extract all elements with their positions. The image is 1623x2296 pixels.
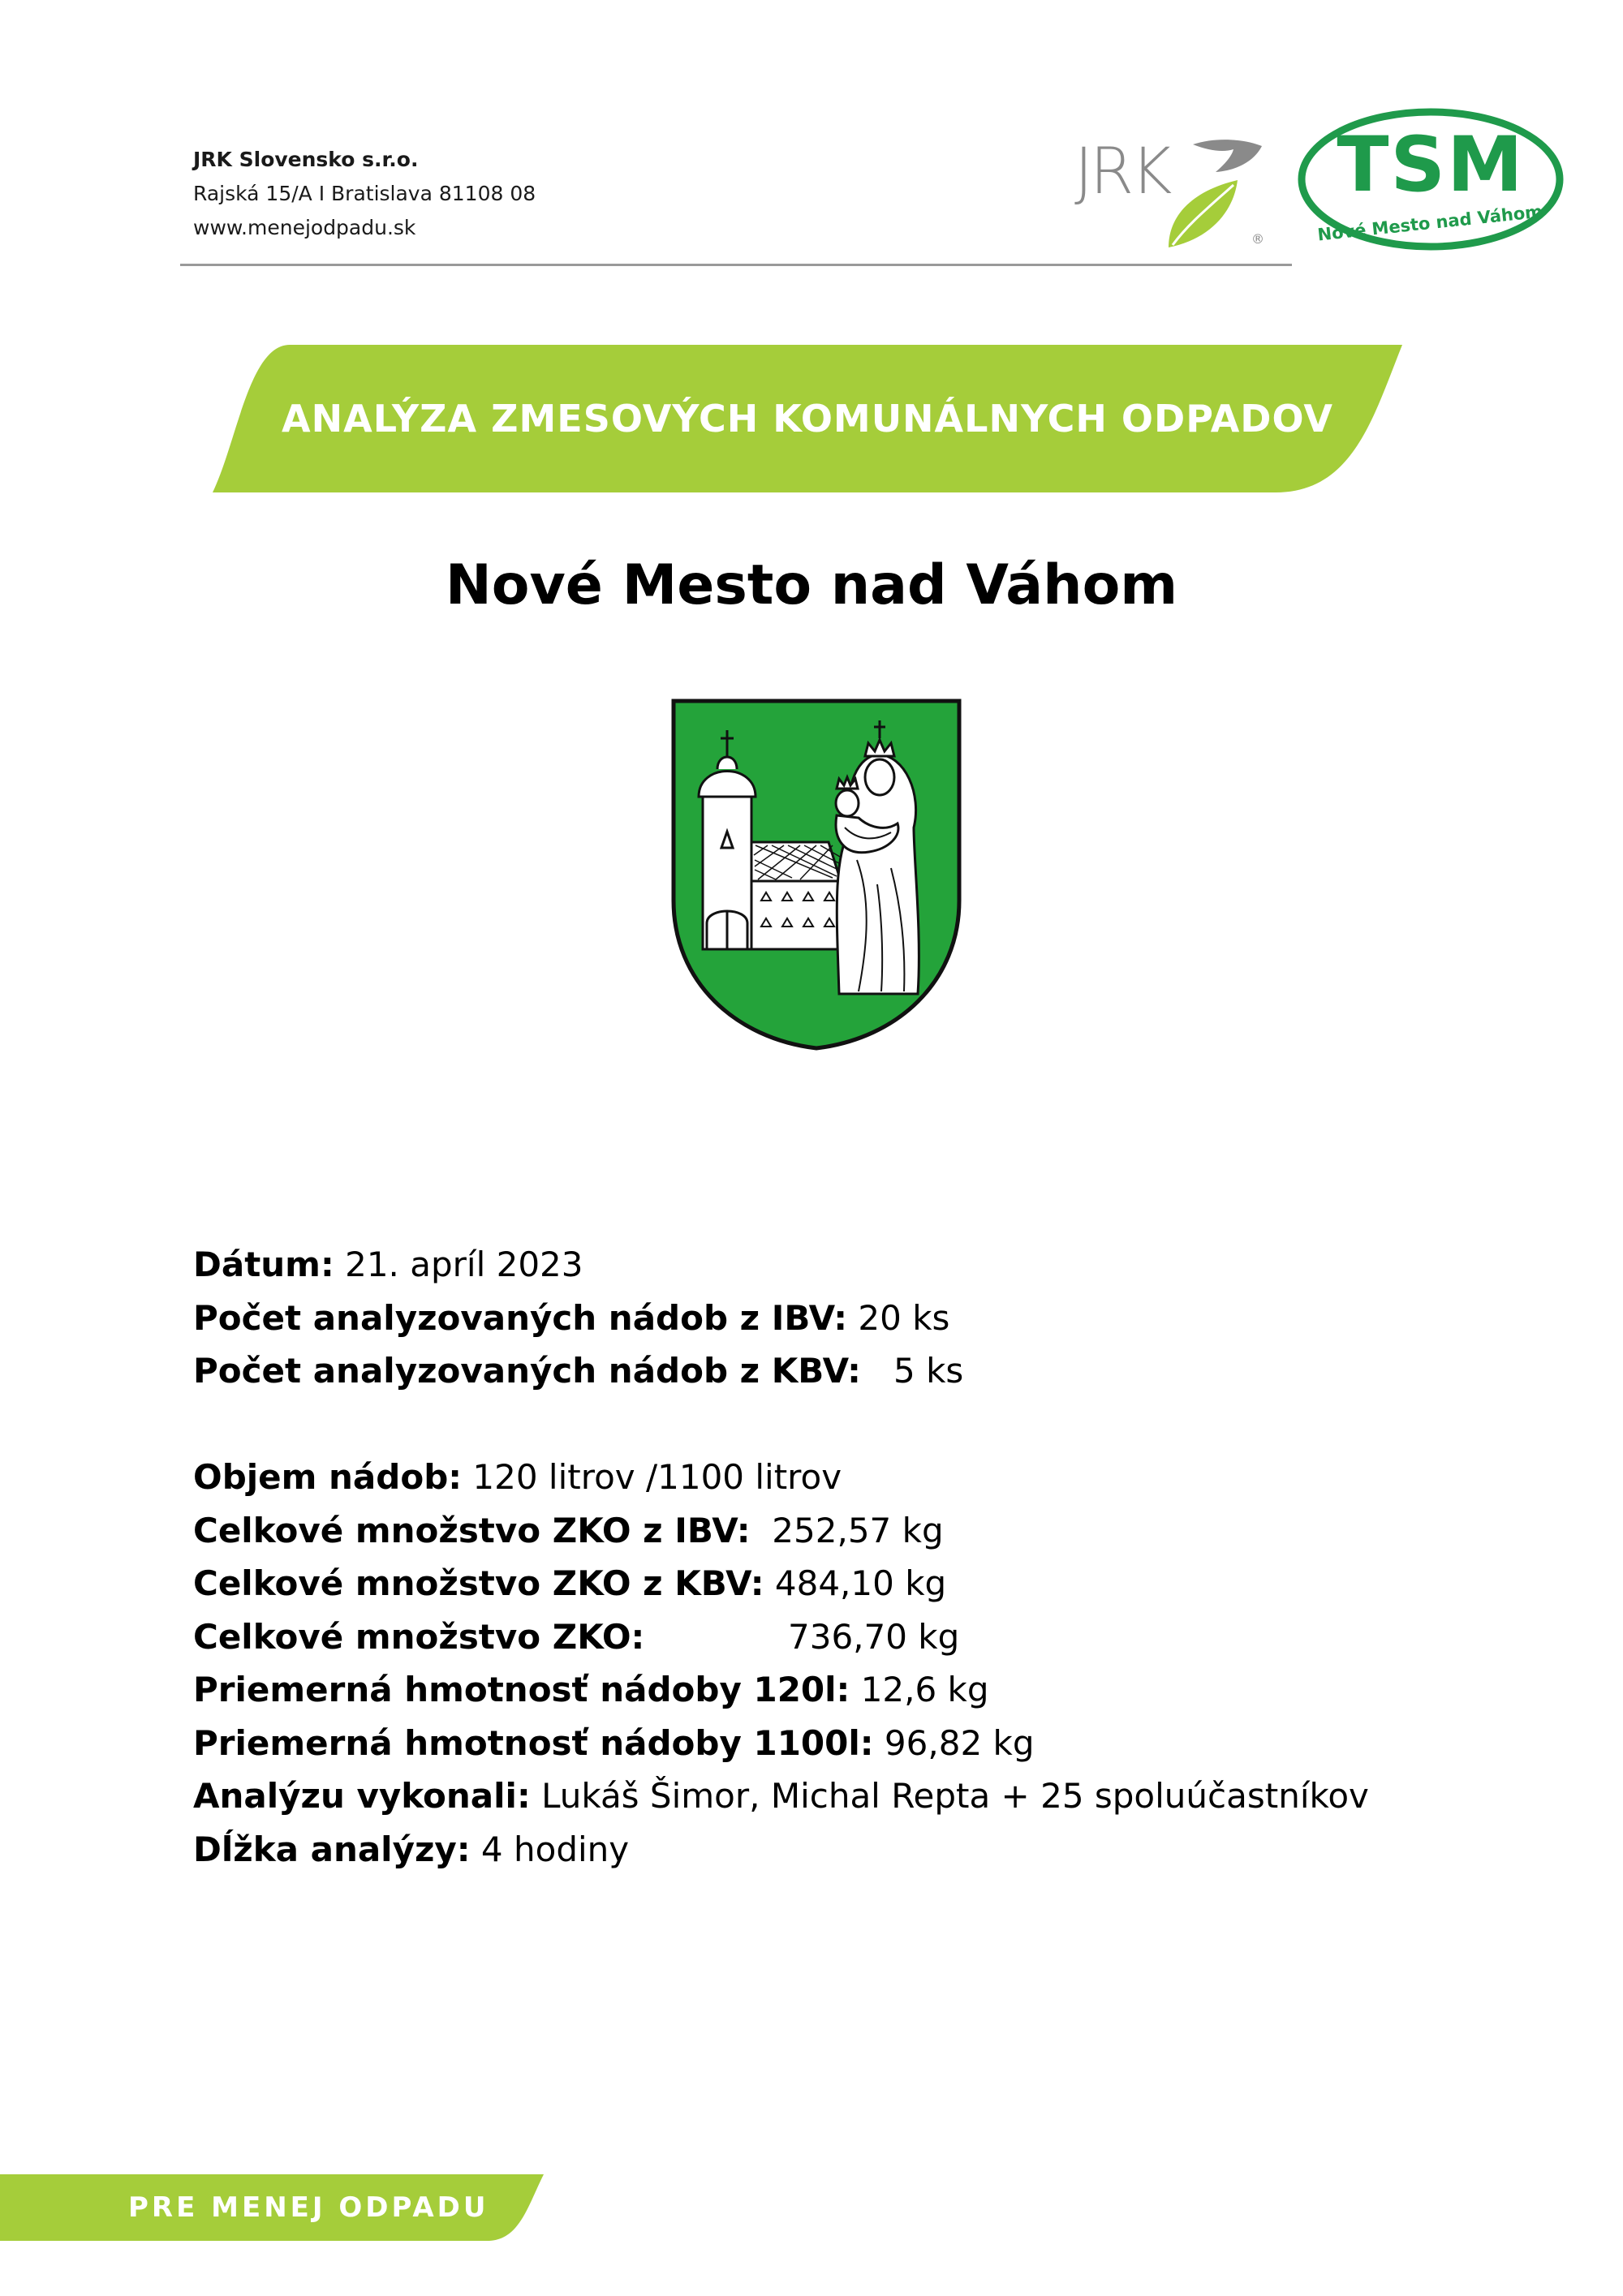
info-row-kbv-count — [193, 1344, 1369, 1398]
info-row-ibv-count — [193, 1292, 1369, 1345]
company-info — [193, 143, 536, 245]
tsm-logo-subtitle: Nové Mesto nad Váhom — [1316, 201, 1544, 245]
info-label: Počet analyzovaných nádob z IBV: — [193, 1297, 848, 1338]
info-value: 12,6 kg — [850, 1670, 989, 1709]
jrk-logo — [1071, 122, 1274, 252]
info-value: 20 ks — [847, 1297, 950, 1338]
footer-slogan: PRE MENEJ ODPADU — [128, 2191, 489, 2224]
info-value: 736,70 kg — [788, 1616, 960, 1657]
company-name: JRK Slovensko s.r.o. — [193, 148, 419, 171]
company-website: www.menejodpadu.sk — [193, 216, 416, 239]
info-value: 21. apríl 2023 — [334, 1245, 583, 1284]
info-label: Analýzu vykonali: — [193, 1776, 531, 1816]
info-value: 484,10 kg — [764, 1563, 947, 1603]
info-label: Dátum: — [193, 1245, 334, 1284]
info-spacer — [193, 1398, 1369, 1451]
info-label: Počet analyzovaných nádob z KBV: — [193, 1351, 861, 1391]
info-label: Dĺžka analýzy: — [193, 1829, 471, 1869]
info-label: Priemerná hmotnosť nádoby 1100l: — [193, 1722, 874, 1763]
header-divider — [180, 264, 1292, 266]
info-label: Objem nádob: — [193, 1457, 463, 1497]
info-label: Celkové množstvo ZKO z IBV: — [193, 1510, 751, 1550]
info-label: Celkové množstvo ZKO: — [193, 1616, 645, 1657]
info-row-avg-1100 — [193, 1717, 1369, 1770]
info-row-total-ibv — [193, 1504, 1369, 1558]
info-value: 120 litrov /1100 litrov — [462, 1457, 842, 1497]
info-row-avg-120 — [193, 1663, 1369, 1717]
info-row-volume — [193, 1451, 1369, 1504]
page-title: Nové Mesto nad Váhom — [445, 553, 1178, 617]
info-value: Lukáš Šimor, Michal Repta + 25 spoluúčastníkov — [530, 1776, 1369, 1816]
banner-title: ANALÝZA ZMESOVÝCH KOMUNÁLNYCH ODPADOV — [282, 397, 1333, 441]
info-label: Celkové množstvo ZKO z KBV: — [193, 1563, 764, 1603]
tsm-logo-text: TSM — [1337, 121, 1525, 209]
info-row-total-kbv — [193, 1557, 1369, 1610]
info-row-duration — [193, 1823, 1369, 1877]
info-row-performers — [193, 1769, 1369, 1823]
analysis-info — [193, 1238, 1369, 1876]
info-row-date — [193, 1238, 1369, 1292]
info-value: 4 hodiny — [470, 1829, 630, 1869]
info-label: Priemerná hmotnosť nádoby 120l: — [193, 1670, 850, 1709]
coat-of-arms-emblem — [670, 698, 962, 1051]
tsm-logo — [1297, 107, 1565, 252]
jrk-logo-text: JRK — [1074, 135, 1169, 209]
info-value: 252,57 kg — [750, 1510, 944, 1550]
info-value: 5 ks — [860, 1351, 964, 1391]
company-address: Rajská 15/A I Bratislava 81108 08 — [193, 182, 536, 205]
info-row-total — [193, 1610, 1369, 1664]
jrk-registered-mark: ® — [1251, 231, 1264, 247]
info-value: 96,82 kg — [873, 1722, 1035, 1763]
